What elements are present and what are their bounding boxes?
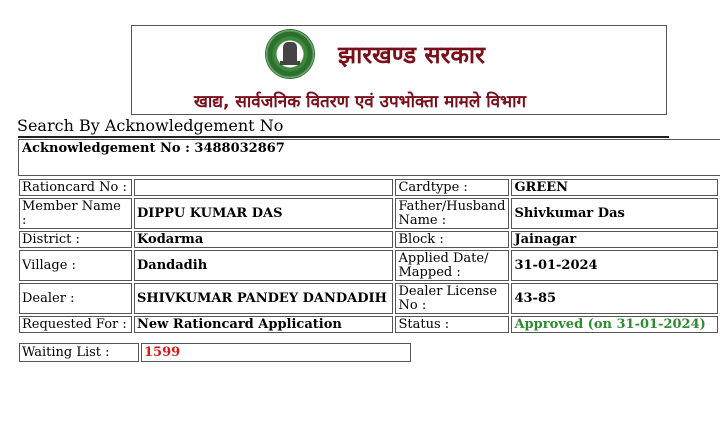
village-label: Village : — [19, 250, 132, 281]
acknowledgement-number: Acknowledgement No : 3488032867 — [22, 141, 285, 156]
waiting-list-label: Waiting List : — [19, 343, 139, 362]
cardtype-value: GREEN — [511, 179, 718, 196]
dealer-label: Dealer : — [19, 283, 132, 314]
dealer-license-value: 43-85 — [511, 283, 718, 314]
requested-for-value: New Rationcard Application — [134, 316, 393, 333]
block-value: Jainagar — [511, 231, 718, 248]
table-row — [19, 250, 718, 281]
table-row — [19, 316, 718, 333]
waiting-list-table — [17, 341, 413, 364]
title-divider — [18, 136, 669, 138]
table-row — [19, 283, 718, 314]
table-row — [19, 343, 411, 362]
district-label: District : — [19, 231, 132, 248]
applied-date-value: 31-01-2024 — [511, 250, 718, 281]
waiting-list-value: 1599 — [141, 343, 411, 362]
status-label: Status : — [395, 316, 509, 333]
requested-for-label: Requested For : — [19, 316, 132, 333]
status-value: Approved (on 31-01-2024) — [511, 316, 718, 333]
ration-details-table — [17, 177, 720, 335]
dealer-value: SHIVKUMAR PANDEY DANDADIH — [134, 283, 393, 314]
district-value: Kodarma — [134, 231, 393, 248]
acknowledgement-box — [18, 139, 720, 176]
village-value: Dandadih — [134, 250, 393, 281]
table-row — [19, 179, 718, 196]
father-name-label: Father/Husband Name : — [395, 198, 509, 229]
table-row — [19, 198, 718, 229]
rationcard-value — [134, 179, 393, 196]
jharkhand-emblem-icon — [266, 30, 314, 78]
government-title: झारखण्ड सरकार — [338, 41, 485, 69]
rationcard-label: Rationcard No : — [19, 179, 132, 196]
applied-date-label: Applied Date/ Mapped : — [395, 250, 509, 281]
cardtype-label: Cardtype : — [395, 179, 509, 196]
member-name-value: DIPPU KUMAR DAS — [134, 198, 393, 229]
dealer-license-label: Dealer License No : — [395, 283, 509, 314]
table-row — [19, 231, 718, 248]
block-label: Block : — [395, 231, 509, 248]
search-title: Search By Acknowledgement No — [17, 116, 284, 135]
father-name-value: Shivkumar Das — [511, 198, 718, 229]
member-name-label: Member Name : — [19, 198, 132, 229]
department-subtitle: खाद्य, सार्वजनिक वितरण एवं उपभोक्ता मामले विभाग — [194, 92, 527, 112]
header-banner — [131, 25, 667, 115]
